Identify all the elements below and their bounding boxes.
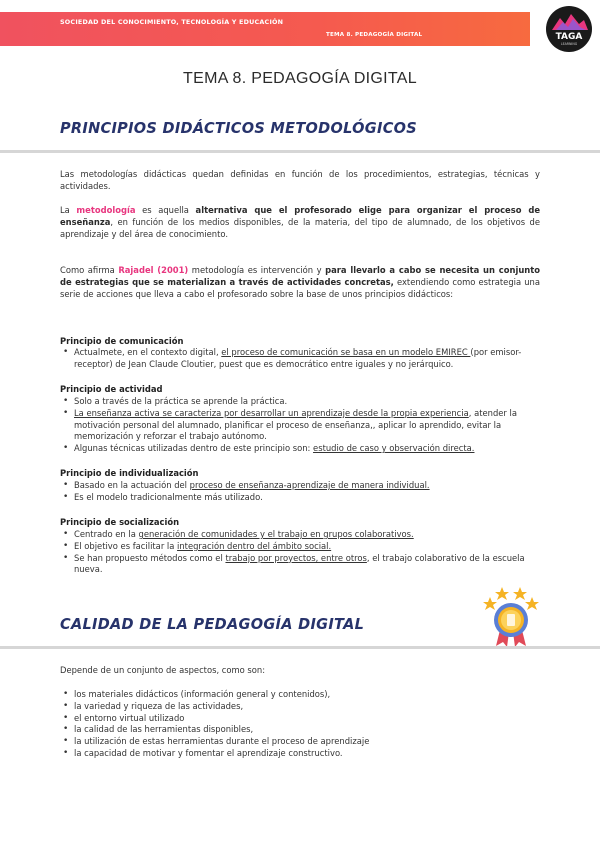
list-item: • El objetivo es facilitar la integración dentro del ámbito social.	[60, 541, 540, 553]
header-bar	[0, 12, 530, 46]
taga-logo	[546, 6, 592, 52]
definition-paragraph: La metodología es aquella alternativa que el profesorado elige para organizar el proceso de enseñanza, en función de los medios disponibles, de la materia, del tipo de alumnado, de los objetivos de aprendizaje y del área de conocimiento.	[60, 205, 540, 239]
list-item: • la calidad de las herramientas disponibles,	[60, 724, 540, 736]
list-item: • Actualmete, en el contexto digital, el proceso de comunicación se basa en un modelo EMIREC (por emisor-receptor) de Jean Claude Cloutier, puest que es democrático entre iguales y no jerárquico.	[60, 347, 540, 371]
list-item: • Basado en la actuación del proceso de enseñanza-aprendizaje de manera individual.	[60, 480, 540, 492]
logo-subtext: LEARNING	[560, 42, 578, 46]
list-item: • el entorno virtual utilizado	[60, 713, 540, 725]
section-divider	[0, 646, 600, 649]
list-item: • los materiales didácticos (información general y contenidos),	[60, 689, 540, 701]
calidad-intro: Depende de un conjunto de aspectos, como son:	[60, 665, 266, 675]
author-citation: Rajadel (2001)	[118, 265, 189, 275]
list-item: • la utilización de estas herramientas durante el proceso de aprendizaje	[60, 736, 540, 748]
principle-individualizacion-list	[60, 480, 540, 504]
section-divider	[0, 150, 600, 153]
rajadel-paragraph: Como afirma Rajadel (2001) metodología es intervención y para llevarlo a cabo se necesita un conjunto de estrategias que se materializan a través de actividades concretas, extendiendo como estrategia una serie de acciones que lleva a cabo el profesorado sobre la base de unos principios didácticos:	[60, 265, 540, 299]
principle-actividad-title: Principio de actividad	[60, 384, 163, 394]
page-title: TEMA 8. PEDAGOGÍA DIGITAL	[183, 70, 417, 87]
list-item: • Solo a través de la práctica se aprende la práctica.	[60, 396, 540, 408]
principle-individualizacion-title: Principio de individualización	[60, 468, 199, 478]
principle-comunicacion-list	[60, 347, 540, 371]
list-item: • la capacidad de motivar y fomentar el aprendizaje constructivo.	[60, 748, 540, 760]
header-topic-title: TEMA 8. PEDAGOGÍA DIGITAL	[326, 32, 423, 38]
list-item: • la variedad y riqueza de las actividades,	[60, 701, 540, 713]
header-course-title: SOCIEDAD DEL CONOCIMIENTO, TECNOLOGÍA Y EDUCACIÓN	[60, 18, 284, 26]
section-heading-principios: PRINCIPIOS DIDÁCTICOS METODOLÓGICOS	[60, 120, 417, 138]
principle-comunicacion-title: Principio de comunicación	[60, 336, 184, 346]
list-item: • Se han propuesto métodos como el trabajo por proyectos, entre otros, el trabajo colaborativo de la escuela nueva.	[60, 553, 540, 577]
logo-text: TAGA	[555, 32, 583, 42]
list-item: • La enseñanza activa se caracteriza por desarrollar un aprendizaje desde la propia experiencia, atender la motivación personal del alumnado, planificar el proceso de enseñanza,, aplicar lo aprendido, evitar la memorización y reforzar el trabajo autónomo.	[60, 408, 540, 443]
quality-aspects-list	[60, 689, 540, 760]
keyword-metodologia: metodología	[76, 205, 136, 215]
intro-paragraph: Las metodologías didácticas quedan definidas en función de los procedimientos, estrategias, técnicas y actividades.	[60, 169, 540, 191]
principle-socializacion-list	[60, 529, 540, 576]
principle-actividad-list	[60, 396, 540, 455]
list-item: • Algunas técnicas utilizadas dentro de este principio son: estudio de caso y observación directa.	[60, 443, 540, 455]
medal-icon	[478, 584, 544, 650]
list-item: • Centrado en la generación de comunidades y el trabajo en grupos colaborativos.	[60, 529, 540, 541]
section-heading-calidad: CALIDAD DE LA PEDAGOGÍA DIGITAL	[60, 616, 365, 634]
principle-socializacion-title: Principio de socialización	[60, 517, 180, 527]
list-item: • Es el modelo tradicionalmente más utilizado.	[60, 492, 540, 504]
